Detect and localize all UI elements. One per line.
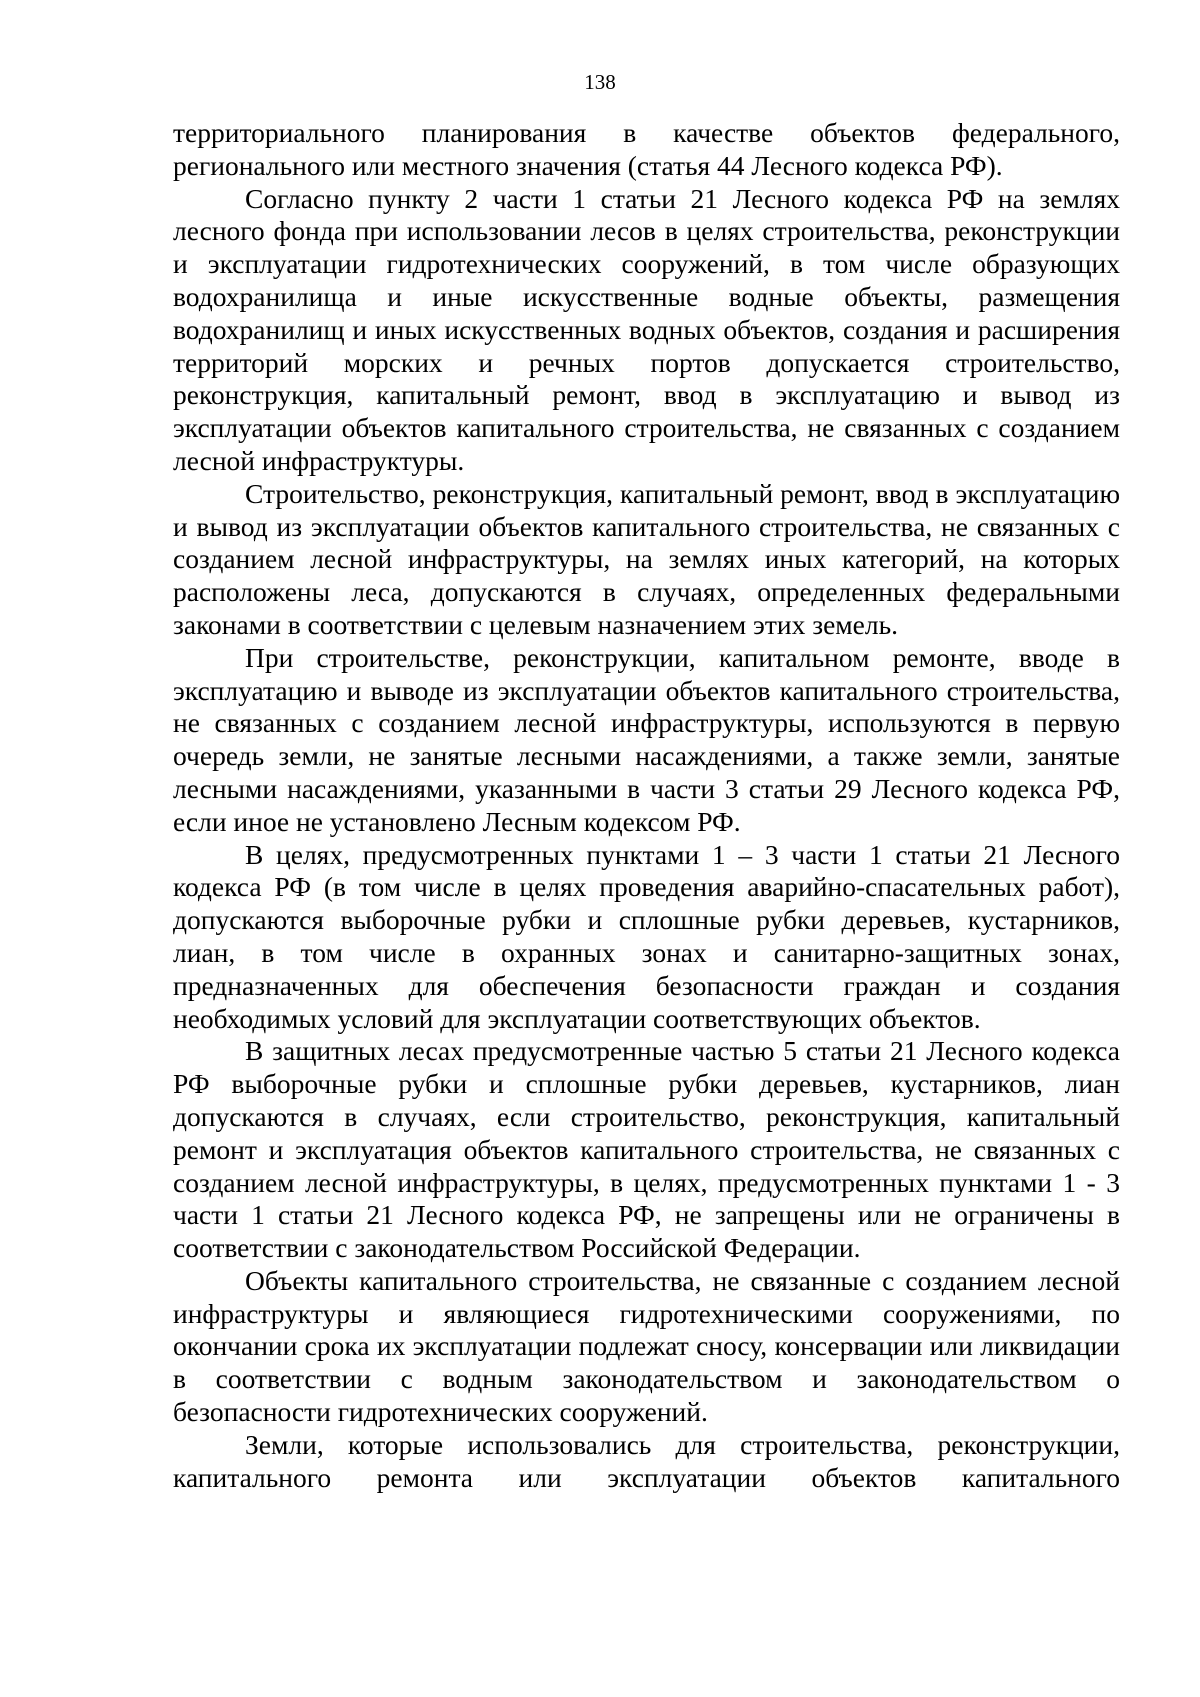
- paragraph: В целях, предусмотренных пунктами 1 – 3 части 1 статьи 21 Лесного кодекса РФ (в том числе в целях проведения аварийно-спасательных работ), допускаются выборочные рубки и сплошные рубки деревьев, кустарников, лиан, в том числе в охранных зонах и санитарно-защитных зонах, предназначенных для обеспечения безопасности граждан и создания необходимых условий для эксплуатации соответствующих объектов.: [173, 838, 1120, 1034]
- paragraph-continued: территориального планирования в качестве объектов федерального, регионального или местного значения (статья 44 Лесного кодекса РФ).: [173, 117, 1120, 181]
- paragraph: При строительстве, реконструкции, капитальном ремонте, вводе в эксплуатацию и выводе из эксплуатации объектов капитального строительства, не связанных с созданием лесной инфраструктуры, используются в первую очередь земли, не занятые лесными насаждениями, а также земли, занятые лесными насаждениями, указанными в части 3 статьи 29 Лесного кодекса РФ, если иное не установлено Лесным кодексом РФ.: [173, 641, 1120, 837]
- paragraph: Объекты капитального строительства, не связанные с созданием лесной инфраструктуры и являющиеся гидротехническими сооружениями, по окончании срока их эксплуатации подлежат сносу, консервации или ликвидации в соответствии с водным законодательством и законодательством о безопасности гидротехнических сооружений.: [173, 1264, 1120, 1428]
- paragraph: В защитных лесах предусмотренные частью 5 статьи 21 Лесного кодекса РФ выборочные рубки и сплошные рубки деревьев, кустарников, лиан допускаются в случаях, если строительство, реконструкция, капитальный ремонт и эксплуатация объектов капитального строительства, не связанных с созданием лесной инфраструктуры, в целях, предусмотренных пунктами 1 - 3 части 1 статьи 21 Лесного кодекса РФ, не запрещены или не ограничены в соответствии с законодательством Российской Федерации.: [173, 1035, 1120, 1264]
- paragraph-continues-next-page: Земли, которые использовались для строительства, реконструкции, капитального ремонта или эксплуатации объектов капитального: [173, 1428, 1120, 1493]
- page-number: 138: [584, 70, 616, 94]
- document-body: [173, 117, 1120, 1494]
- paragraph: Согласно пункту 2 части 1 статьи 21 Лесного кодекса РФ на землях лесного фонда при использовании лесов в целях строительства, реконструкции и эксплуатации гидротехнических сооружений, в том числе образующих водохранилища и иные искусственные водные объекты, размещения водохранилищ и иных искусственных водных объектов, создания и расширения территорий морских и речных портов допускается строительство, реконструкция, капитальный ремонт, ввод в эксплуатацию и вывод из эксплуатации объектов капитального строительства, не связанных с созданием лесной инфраструктуры.: [173, 182, 1120, 476]
- paragraph: Строительство, реконструкция, капитальный ремонт, ввод в эксплуатацию и вывод из эксплуатации объектов капитального строительства, не связанных с созданием лесной инфраструктуры, на землях иных категорий, на которых расположены леса, допускаются в случаях, определенных федеральными законами в соответствии с целевым назначением этих земель.: [173, 477, 1120, 640]
